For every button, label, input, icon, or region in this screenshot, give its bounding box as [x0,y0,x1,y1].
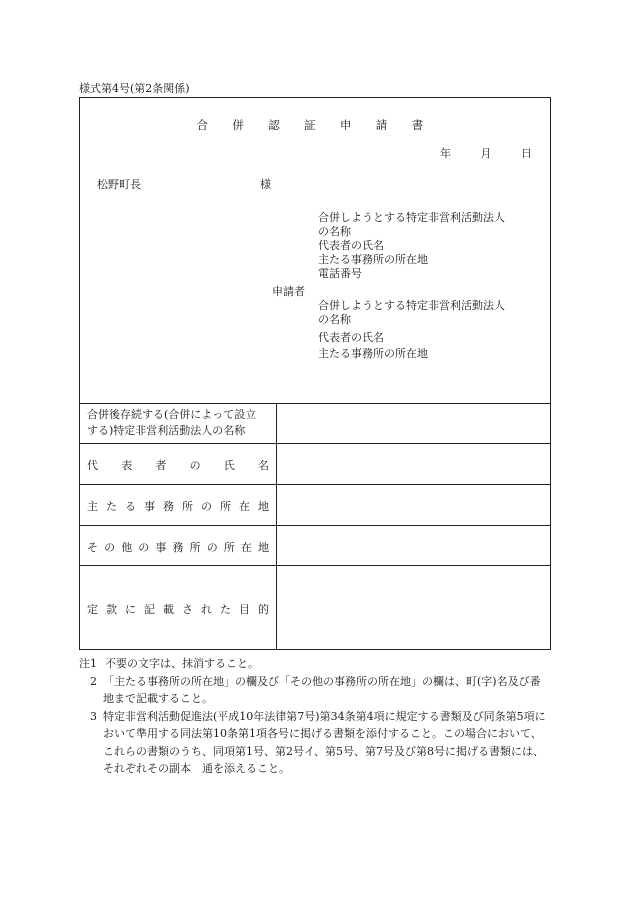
table-divider [80,565,550,566]
representative-name-label: 代表者の氏名 [87,459,269,472]
table-divider [80,484,550,485]
notes-section [79,655,559,778]
applicant2-org-name-label: 合併しようとする特定非営利活動法人 [318,299,505,312]
applicant-office-address-label: 主たる事務所の所在地 [318,253,428,266]
date-day: 日 [521,147,532,160]
applicant-phone-label: 電話番号 [318,267,362,280]
addressee: 松野町長 [97,178,141,191]
note-1-text: 不要の文字は、抹消すること。 [105,657,259,670]
application-form [79,97,551,650]
date-year: 年 [440,147,451,160]
form-number-label: 様式第4号(第2条関係) [79,82,190,95]
table-column-divider [276,403,277,649]
date-line [440,145,532,161]
table-divider [80,525,550,526]
note-1-prefix: 注1 [79,657,97,670]
merged-org-name-label: 合併後存続する(合併によって設立 する)特定非営利活動法人の名称 [87,408,257,437]
articles-purpose-label: 定款に記載された目的 [87,603,269,616]
note-3 [79,708,549,778]
applicant-label: 申請者 [272,285,305,298]
applicant-org-name-label: 合併しようとする特定非営利活動法人 [318,211,505,224]
other-office-address-label: その他の事務所の所在地 [87,541,269,554]
date-month: 月 [480,147,492,160]
main-office-address-label: 主たる事務所の所在地 [87,500,269,513]
note-3-text: 特定非営利活動促進法(平成10年法律第7号)第34条第4項に規定する書類及び同条第5項において準用する同法第10条第1項各号に掲げる書類を添付すること。この場合において、これらの書類のうち、同項第1号、第2号イ、第5号、第7号及び第8号に掲げる書類には、それぞれその副本 通を添えること。 [103,709,546,775]
applicant-rep-name-label: 代表者の氏名 [318,239,384,252]
note-3-prefix: 3 [90,709,97,723]
document-title: 合 併 認 証 申 請 書 [196,118,434,132]
note-2-prefix: 2 [90,674,97,688]
honorific: 様 [260,178,271,191]
table-divider [80,403,550,404]
note-2-text: 「主たる事務所の所在地」の欄及び「その他の事務所の所在地」の欄は、町(字)名及び番地まで記載すること。 [103,674,541,705]
applicant2-office-address-label: 主たる事務所の所在地 [318,347,428,360]
note-2 [79,673,549,708]
note-1 [79,655,559,673]
table-divider [80,443,550,444]
applicant2-rep-name-label: 代表者の氏名 [318,331,384,344]
applicant-org-name-label-cont: の名称 [318,225,351,238]
applicant2-org-name-label-cont: の名称 [318,313,351,326]
